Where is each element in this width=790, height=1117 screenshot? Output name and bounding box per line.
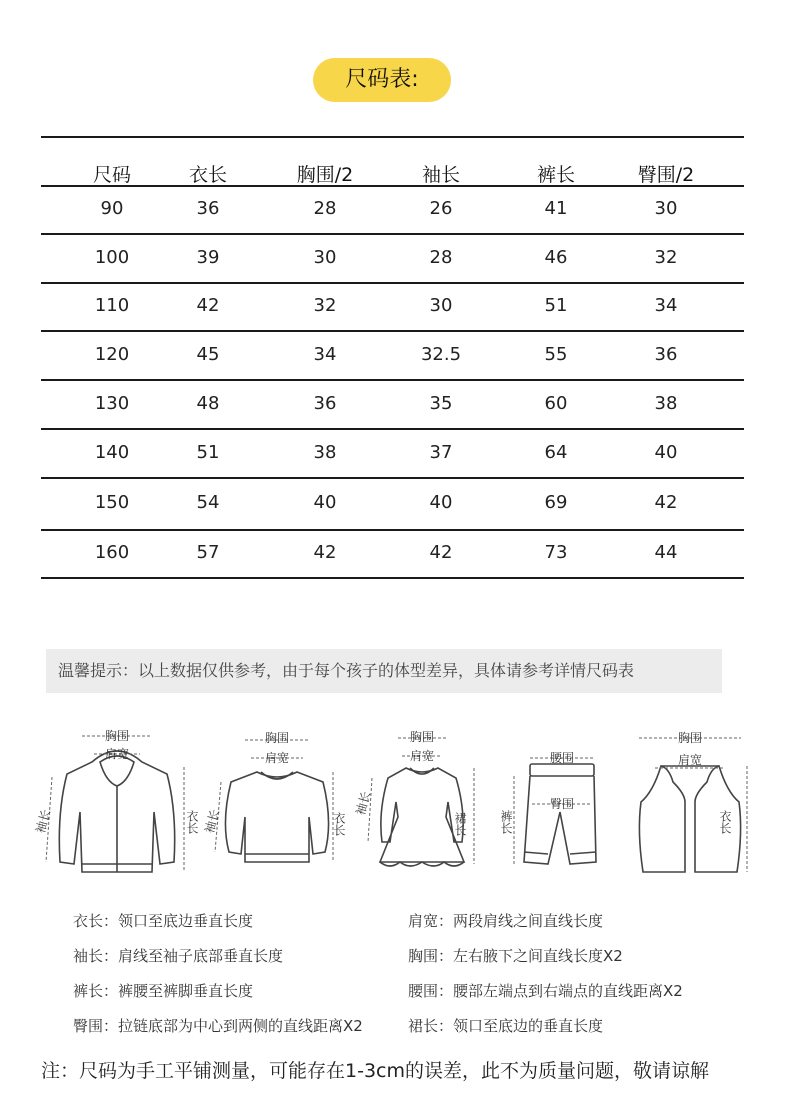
table-cell: 120 (94, 343, 130, 365)
definition-shoulder: 肩宽：两段肩线之间直线长度 (408, 912, 604, 930)
table-cell: 45 (196, 343, 220, 365)
table-cell: 41 (544, 198, 568, 219)
table-header-cell: 尺码 (92, 164, 132, 186)
definition-chest: 胸围：左右腋下之间直线长度X2 (408, 947, 623, 965)
jacket-length-label: 衣长 (185, 810, 199, 834)
table-cell: 44 (654, 542, 678, 563)
definition-waist: 腰围：腰部左端点到右端点的直线距离X2 (408, 982, 683, 1000)
definition-pants-length: 裤长：裤腰至裤脚垂直长度 (73, 982, 254, 1000)
table-cell: 38 (313, 441, 337, 463)
sweater-length-label: 衣长 (332, 812, 346, 836)
table-cell: 34 (313, 343, 337, 365)
sweater-sleeve-label: 袖长 (202, 807, 223, 835)
table-cell: 60 (544, 392, 568, 414)
dress-chest-label: 胸围 (409, 730, 435, 744)
table-cell: 36 (313, 392, 337, 414)
table-cell: 34 (654, 295, 678, 316)
table-rule (41, 379, 744, 381)
table-cell: 32.5 (420, 343, 462, 365)
dress-sleeve-label: 袖长 (353, 789, 374, 817)
table-cell: 40 (313, 492, 337, 513)
table-cell: 51 (544, 295, 568, 316)
table-cell: 28 (429, 246, 453, 268)
table-cell: 36 (196, 198, 220, 219)
table-cell: 100 (94, 246, 130, 268)
pants-length-label: 裤长 (499, 810, 513, 834)
table-rule (41, 577, 744, 579)
definition-skirt-length: 裙长：领口至底边的垂直长度 (408, 1017, 604, 1035)
sweater-diagram (202, 722, 355, 882)
table-cell: 90 (100, 198, 124, 219)
table-rule (41, 136, 744, 138)
table-cell: 32 (313, 295, 337, 316)
dress-length-label: 裙长 (453, 812, 467, 836)
jacket-sleeve-label: 袖长 (33, 807, 54, 835)
table-cell: 40 (654, 441, 678, 463)
table-cell: 37 (429, 441, 453, 463)
table-header-cell: 衣长 (188, 164, 228, 186)
page-title: 尺码表: (313, 58, 451, 102)
table-rule (41, 330, 744, 332)
table-cell: 48 (196, 392, 220, 414)
measurement-note: 注：尺码为手工平铺测量，可能存在1-3cm的误差，此不为质量问题，敬请谅解 (41, 1060, 709, 1082)
table-cell: 54 (196, 492, 220, 513)
table-cell: 38 (654, 392, 678, 414)
jacket-chest-label: 胸围 (104, 729, 130, 743)
table-cell: 150 (94, 492, 130, 513)
jacket-shoulder-label: 肩宽 (104, 747, 130, 761)
table-header-cell: 袖长 (421, 164, 461, 186)
table-rule (41, 282, 744, 284)
table-cell: 73 (544, 542, 568, 563)
table-cell: 42 (196, 295, 220, 316)
table-rule (41, 529, 744, 531)
vest-length-label: 衣长 (718, 810, 732, 834)
table-cell: 42 (429, 542, 453, 563)
table-cell: 32 (654, 246, 678, 268)
table-header-cell: 臀围/2 (637, 164, 695, 186)
vest-shoulder-label: 肩宽 (677, 753, 703, 767)
dress-diagram (353, 722, 490, 882)
table-cell: 46 (544, 246, 568, 268)
table-cell: 28 (313, 198, 337, 219)
table-cell: 26 (429, 198, 453, 219)
pants-diagram (500, 722, 615, 882)
table-rule (41, 428, 744, 430)
table-cell: 30 (313, 246, 337, 268)
table-cell: 30 (429, 295, 453, 316)
pants-hip-label: 臀围 (549, 797, 575, 811)
sweater-chest-label: 胸围 (264, 731, 290, 745)
sweater-shoulder-label: 肩宽 (264, 751, 290, 765)
table-cell: 160 (94, 542, 130, 563)
definition-hip: 臀围：拉链底部为中心到两侧的直线距离X2 (73, 1017, 363, 1035)
pants-waist-label: 腰围 (549, 751, 575, 765)
table-cell: 42 (654, 492, 678, 513)
table-cell: 30 (654, 198, 678, 219)
table-cell: 39 (196, 246, 220, 268)
jacket-diagram (32, 722, 202, 882)
table-cell: 40 (429, 492, 453, 513)
table-header-cell: 裤长 (536, 164, 576, 186)
table-header-cell: 胸围/2 (296, 164, 354, 186)
table-cell: 57 (196, 542, 220, 563)
table-cell: 110 (94, 295, 130, 316)
table-cell: 51 (196, 441, 220, 463)
table-rule (41, 477, 744, 479)
vest-chest-label: 胸围 (677, 731, 703, 745)
tip-banner: 温馨提示：以上数据仅供参考，由于每个孩子的体型差异，具体请参考详情尺码表 (46, 649, 722, 693)
table-cell: 140 (94, 441, 130, 463)
table-cell: 35 (429, 392, 453, 414)
table-cell: 36 (654, 343, 678, 365)
table-cell: 69 (544, 492, 568, 513)
table-rule (41, 233, 744, 235)
definition-sleeve: 袖长：肩线至袖子底部垂直长度 (73, 947, 284, 965)
definition-length: 衣长：领口至底边垂直长度 (73, 912, 254, 930)
dress-shoulder-label: 肩宽 (409, 749, 435, 763)
table-cell: 64 (544, 441, 568, 463)
table-cell: 42 (313, 542, 337, 563)
table-cell: 130 (94, 392, 130, 414)
vest-diagram (625, 722, 755, 882)
table-cell: 55 (544, 343, 568, 365)
